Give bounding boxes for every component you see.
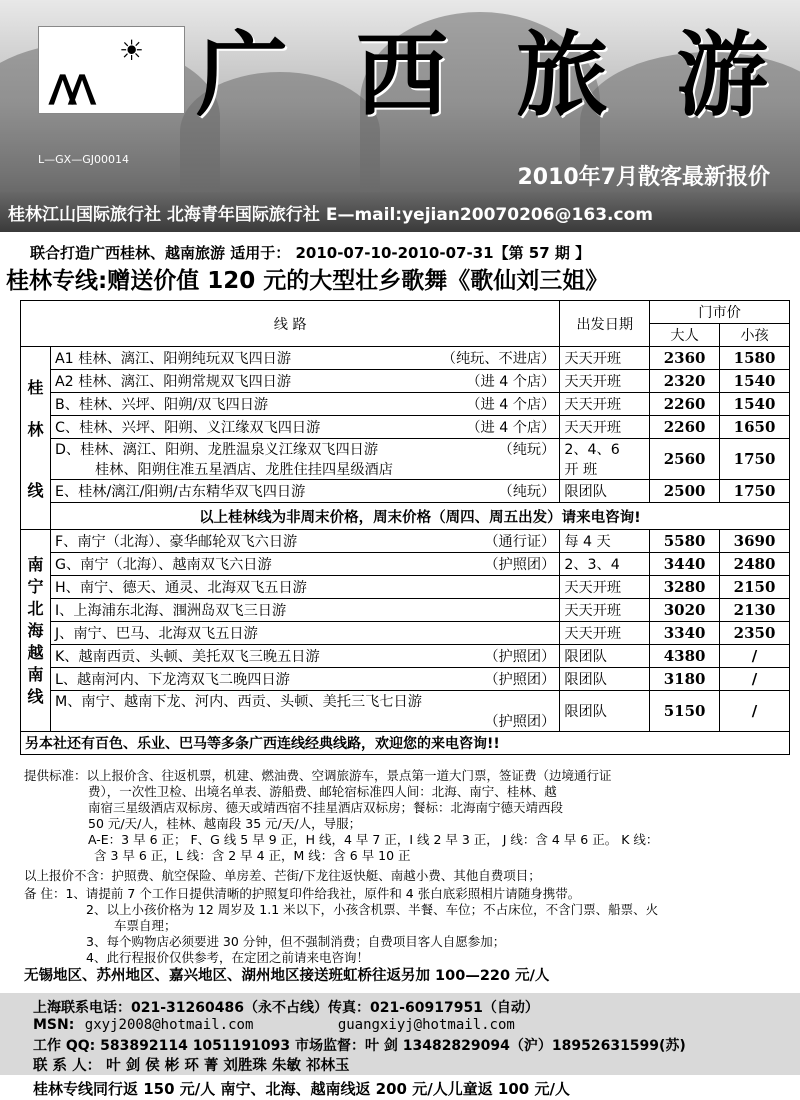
route-tag: （护照团） — [484, 649, 556, 665]
remark-line: 备 住：1、请提前 7 个工作日提供清晰的护照复印件给我社，原件和 4 张白底彩照相片请随身携带。 — [24, 886, 581, 901]
price-adult: 2360 — [650, 347, 720, 370]
price-child: 1540 — [720, 393, 790, 416]
route-name: J、南宁、巴马、北海双飞五日游 — [54, 626, 258, 642]
price-child: 1650 — [720, 416, 790, 439]
price-adult: 4380 — [650, 645, 720, 668]
header-adult: 大人 — [650, 324, 720, 347]
page-title: 广 西 旅 游 — [196, 21, 787, 129]
table-row — [21, 530, 790, 553]
route-departure: 限团队 — [560, 480, 650, 503]
price-child: 1750 — [720, 439, 790, 480]
more-routes: 另本社还有百色、乐业、巴马等多条广西连线经典线路，欢迎您的来电咨询!! — [21, 732, 790, 755]
price-adult: 2260 — [650, 416, 720, 439]
hills-icon: ᐱᐱ — [49, 67, 88, 114]
table-row — [21, 622, 790, 645]
table-row — [21, 347, 790, 370]
route-name: I、上海浦东北海、涠洲岛双飞三日游 — [54, 603, 287, 619]
route-departure: 2、4、6 — [564, 442, 620, 458]
rebate-line: 桂林专线同行返 150 元/人 南宁、北海、越南线返 200 元/人儿童返 100 元/人 — [33, 1080, 570, 1098]
msn-label: MSN: — [33, 1017, 75, 1033]
price-child: 2130 — [720, 599, 790, 622]
price-adult: 2500 — [650, 480, 720, 503]
route-departure: 限团队 — [560, 691, 650, 732]
table-row — [21, 691, 790, 732]
weekend-note-row — [21, 503, 790, 530]
route-departure: 天天开班 — [560, 622, 650, 645]
contact-block — [0, 993, 800, 1075]
price-child: 1750 — [720, 480, 790, 503]
route-departure: 天天开班 — [560, 599, 650, 622]
route-tag: （进 4 个店） — [466, 397, 556, 413]
region-nanning: 南 宁 北 海 越 南 线 — [21, 530, 51, 732]
route-hotel-note: 桂林、阳朔住准五星酒店、龙胜住挂四星级酒店 — [94, 462, 393, 478]
route-departure: 天天开班 — [560, 416, 650, 439]
table-row — [21, 553, 790, 576]
table-header-row — [21, 301, 790, 324]
cooperation-line: 联合打造广西桂林、越南旅游 适用于： 2010-07-10-2010-07-31【第 57 期 】 — [30, 244, 591, 262]
remark-line: 车票自理； — [114, 918, 177, 933]
notes-section — [24, 768, 784, 984]
price-child: / — [720, 645, 790, 668]
route-departure: 限团队 — [560, 645, 650, 668]
table-row — [21, 480, 790, 503]
price-adult: 3280 — [650, 576, 720, 599]
weekend-note: 以上桂林线为非周末价格，周末价格（周四、周五出发）请来电咨询! — [50, 503, 789, 530]
table-row — [21, 645, 790, 668]
excluded-line: 以上报价不含：护照费、航空保险、单房差、芒街/下龙往返快艇、南越小费、其他自费项目； — [24, 868, 541, 883]
price-adult: 5150 — [650, 691, 720, 732]
route-departure: 限团队 — [560, 668, 650, 691]
pickup-line: 无锡地区、苏州地区、嘉兴地区、湖州地区接送班虹桥往返另加 100—220 元/人 — [24, 968, 550, 984]
route-tag: （进 4 个店） — [466, 420, 556, 436]
route-departure: 天天开班 — [560, 347, 650, 370]
meals-line: 含 3 早 6 正，L 线：含 2 早 4 正，M 线：含 6 早 10 正 — [94, 848, 411, 863]
table-row — [21, 599, 790, 622]
meals-line: A-E：3 早 6 正； F、G 线 5 早 9 正，H 线，4 早 7 正，I 线 2 早 3 正， J 线：含 4 早 6 正。 K 线： — [88, 832, 659, 847]
price-adult: 5580 — [650, 530, 720, 553]
route-departure: 2、3、4 — [560, 553, 650, 576]
region-guilin: 桂 林 线 — [21, 347, 51, 530]
route-name: D、桂林、漓江、阳朔、龙胜温泉义江缘双飞四日游 — [54, 442, 379, 458]
table-row — [21, 576, 790, 599]
route-departure: 每 4 天 — [560, 530, 650, 553]
price-child: 1580 — [720, 347, 790, 370]
route-tag: （护照团） — [484, 672, 556, 688]
table-row — [21, 668, 790, 691]
route-name: L、越南河内、下龙湾双飞二晚四日游 — [54, 672, 290, 688]
route-name: F、南宁（北海）、豪华邮轮双飞六日游 — [54, 534, 298, 550]
standard-line: 南宿三星级酒店双标房、德天或靖西宿不挂星酒店双标房；餐标：北海南宁德天靖西段 — [88, 800, 564, 815]
price-adult: 3440 — [650, 553, 720, 576]
price-child: 2150 — [720, 576, 790, 599]
standard-line: 提供标准：以上报价含、往返机票，机建、燃油费、空调旅游车，景点第一道大门票，签证费（边境通行证 — [24, 768, 612, 783]
contact-phone: 上海联系电话：021-31260486（永不占线）传真：021-60917951（自动） — [33, 1000, 539, 1016]
sun-icon: ☀ — [119, 34, 145, 67]
remark-line: 3、每个购物店必须要进 30 分钟，但不强制消费；自费项目客人自愿参加； — [86, 934, 506, 949]
route-name: M、南宁、越南下龙、河内、西贡、头顿、美托三飞七日游 — [54, 694, 422, 710]
route-tag: （通行证） — [484, 534, 556, 550]
header-route: 线 路 — [21, 301, 560, 347]
table-row — [21, 439, 790, 480]
route-tag: （纯玩） — [498, 484, 556, 500]
route-tag: （纯玩、不进店） — [441, 351, 556, 367]
promo-headline: 桂林专线:赠送价值 120 元的大型壮乡歌舞《歌仙刘三姐》 — [6, 268, 609, 294]
route-departure: 天天开班 — [560, 393, 650, 416]
route-name: B、桂林、兴坪、阳朔/双飞四日游 — [54, 397, 269, 413]
msn-address-1[interactable]: gxyj2008@hotmail.com — [84, 1017, 254, 1033]
remark-line: 2、以上小孩价格为 12 周岁及 1.1 米以下，小孩含机票、半餐、车位；不占床位，不含门票、船票、火 — [86, 902, 659, 917]
route-name: E、桂林/漓江/阳朔/古东精华双飞四日游 — [54, 484, 306, 500]
route-tag: （进 4 个店） — [466, 374, 556, 390]
price-subtitle: 2010年7月散客最新报价 — [517, 165, 770, 190]
route-departure: 天天开班 — [560, 370, 650, 393]
route-name: H、南宁、德天、通灵、北海双飞五日游 — [54, 580, 307, 596]
header-price: 门市价 — [650, 301, 790, 324]
msn-address-2[interactable]: guangxiyj@hotmail.com — [337, 1017, 515, 1033]
route-name: C、桂林、兴坪、阳朔、义江缘双飞四日游 — [54, 420, 321, 436]
table-row — [21, 370, 790, 393]
route-tag: （护照团） — [484, 714, 556, 730]
route-name: A2 桂林、漓江、阳朔常规双飞四日游 — [54, 374, 292, 390]
price-adult: 2260 — [650, 393, 720, 416]
route-name: G、南宁（北海）、越南双飞六日游 — [54, 557, 272, 573]
route-name: K、越南西贡、头顿、美托双飞三晚五日游 — [54, 649, 320, 665]
price-adult: 3340 — [650, 622, 720, 645]
price-child: 2480 — [720, 553, 790, 576]
more-routes-row — [21, 732, 790, 755]
license-code: L—GX—GJ00014 — [38, 153, 129, 166]
route-name: A1 桂林、漓江、阳朔纯玩双飞四日游 — [54, 351, 292, 367]
header-child: 小孩 — [720, 324, 790, 347]
price-child: / — [720, 691, 790, 732]
agency-bar: 桂林江山国际旅行社 北海青年国际旅行社 E—mail:yejian20070206@163.com — [8, 205, 653, 225]
remark-line: 4、此行程报价仅供参考，在定团之前请来电咨询！ — [86, 950, 369, 965]
standard-line: 50 元/天/人，桂林、越南段 35 元/天/人，导服； — [88, 816, 362, 831]
route-price-table — [20, 300, 790, 755]
qq-line: 工作 QQ: 583892114 1051191093 市场监督：叶 剑 13482829094（沪）18952631599(苏) — [33, 1038, 686, 1054]
price-child: / — [720, 668, 790, 691]
table-row — [21, 416, 790, 439]
header-banner — [0, 0, 800, 232]
route-tag: （纯玩） — [498, 442, 556, 458]
header-departure: 出发日期 — [560, 301, 650, 347]
agency-logo — [38, 26, 185, 114]
msn-line — [33, 1017, 515, 1033]
price-child: 1540 — [720, 370, 790, 393]
contact-people: 联 系 人： 叶 剑 侯 彬 环 菁 刘胜珠 朱敏 祁林玉 — [33, 1058, 350, 1074]
standard-line: 费），一次性卫检、出境名单表、游船费、邮轮宿标准四人间：北海、南宁、桂林、越 — [88, 784, 557, 799]
route-tag: （护照团） — [484, 557, 556, 573]
price-adult: 2320 — [650, 370, 720, 393]
route-departure: 天天开班 — [560, 576, 650, 599]
price-adult: 3020 — [650, 599, 720, 622]
price-child: 2350 — [720, 622, 790, 645]
price-child: 3690 — [720, 530, 790, 553]
table-row — [21, 393, 790, 416]
route-departure-2: 开 班 — [564, 462, 598, 478]
price-adult: 3180 — [650, 668, 720, 691]
price-adult: 2560 — [650, 439, 720, 480]
